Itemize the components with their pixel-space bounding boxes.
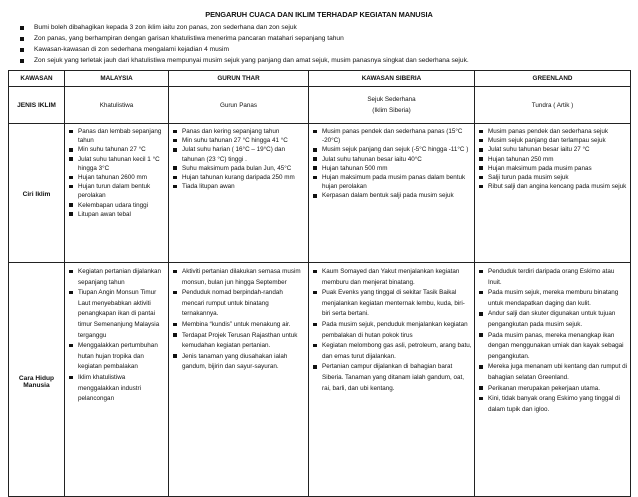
list-item: Kegiatan pertanian dijalankan sepanjang tahun	[67, 267, 166, 288]
table-row-cara-hidup	[9, 263, 631, 497]
ciri-malaysia-list	[67, 127, 166, 219]
ciri-siberia-list	[311, 127, 472, 201]
list-item: Salji turun pada musim sejuk	[477, 173, 628, 182]
list-item: Jenis tanaman yang diusahakan ialah gandum, bijirin dan sayur-sayuran.	[171, 352, 306, 373]
ciri-gurun-thar-list	[171, 127, 306, 191]
header-greenland: GREENLAND	[475, 71, 631, 87]
list-item: Hujan maksimum pada musim panas dalam bentuk hujan perolakan	[311, 173, 472, 191]
list-item: Terdapat Projek Terusan Rajasthan untuk kemudahan kegiatan pertanian.	[171, 331, 306, 352]
list-item: Puak Evenks yang tinggal di sekitar Tasik Baikal menjalankan kegiatan menternak lembu, kuda, biri-biri serta bertani.	[311, 288, 472, 320]
header-siberia: KAWASAN SIBERIA	[309, 71, 475, 87]
jenis-greenland: Tundra ( Artik )	[475, 87, 631, 124]
list-item: Panas dan lembab sepanjang tahun	[67, 127, 166, 145]
list-item: Kerpasan dalam bentuk salji pada musim sejuk	[311, 191, 472, 200]
intro-item: Kawasan-kawasan di zon sederhana mengalami kejadian 4 musim	[20, 44, 630, 55]
table-header-row	[9, 71, 631, 87]
ciri-gurun-thar	[169, 124, 309, 263]
list-item: Min suhu tahunan 27 °C	[67, 145, 166, 154]
list-item: Mereka juga menanam ubi kentang dan rumput di bahagian selatan Greenland.	[477, 362, 628, 383]
list-item: Litupan awan tebal	[67, 210, 166, 219]
list-item: Suhu maksimum pada bulan Jun, 45°C	[171, 164, 306, 173]
page-title: PENGARUH CUACA DAN IKLIM TERHADAP KEGIATAN MANUSIA	[205, 10, 433, 19]
list-item: Aktiviti pertanian dilakukan semasa musim monsun, bulan jun hingga September	[171, 267, 306, 288]
jenis-siberia	[309, 87, 475, 124]
cara-siberia-list	[311, 267, 472, 394]
list-item: Kegiatan melombong gas asli, petroleum, arang batu, dan emas turut dijalankan.	[311, 341, 472, 362]
list-item: Musim sejuk panjang dan sejuk (-5°C hingga -11°C )	[311, 145, 472, 154]
cara-malaysia-list	[67, 267, 166, 405]
intro-item: Bumi boleh dibahagikan kepada 3 zon iklim iaitu zon panas, zon sederhana dan zon sejuk	[20, 22, 630, 33]
cara-greenland	[475, 263, 631, 497]
cara-siberia	[309, 263, 475, 497]
list-item: Hujan tahunan 500 mm	[311, 164, 472, 173]
cara-malaysia	[65, 263, 169, 497]
list-item: Penduduk terdiri daripada orang Eskimo atau Inuit.	[477, 267, 628, 288]
jenis-gurun-thar: Gurun Panas	[169, 87, 309, 124]
list-item: Julat suhu tahunan besar iaitu 40°C	[311, 155, 472, 164]
jenis-malaysia: Khatulistiwa	[65, 87, 169, 124]
table-row-ciri-iklim	[9, 124, 631, 263]
table-row-jenis-iklim	[9, 87, 631, 124]
list-item: Kelembapan udara tinggi	[67, 201, 166, 210]
list-item: Penduduk nomad berpindah-randah mencari rumput untuk binatang ternakannya.	[171, 288, 306, 320]
intro-bullet-list	[8, 22, 630, 66]
header-gurun-thar: GURUN THAR	[169, 71, 309, 87]
list-item: Hujan maksimum pada musim panas	[477, 164, 628, 173]
list-item: Iklim khatulistiwa menggalakkan industri pelancongan	[67, 373, 166, 405]
list-item: Hujan tahunan kurang daripada 250 mm	[171, 173, 306, 182]
list-item: Pada musim sejuk, mereka memburu binatang untuk mendapatkan daging dan kulit.	[477, 288, 628, 309]
list-item: Tiada litupan awan	[171, 182, 306, 191]
intro-item: Zon sejuk yang terletak jauh dari khatulistiwa mempunyai musim sejuk yang panjang dan amat sejuk, musim panasnya singkat dan sederhana sejuk.	[20, 55, 630, 66]
list-item: Hujan tahunan 2600 mm	[67, 173, 166, 182]
list-item: Kini, tidak banyak orang Eskimo yang tinggal di dalam tupik dan igloo.	[477, 394, 628, 415]
intro-item: Zon panas, yang berhampiran dengan garisan khatulistiwa menerima pancaran matahari sepanjang tahun	[20, 33, 630, 44]
cara-gurun-thar-list	[171, 267, 306, 373]
list-item: Membina “kundis” untuk menakung air.	[171, 320, 306, 331]
jenis-siberia-line-1: Sejuk Sederhana	[367, 96, 416, 103]
ciri-greenland-list	[477, 127, 628, 191]
list-item: Pada musim panas, mereka menangkap ikan dengan menggunakan umiak dan kayak sebagai pengangkutan.	[477, 331, 628, 363]
ciri-greenland	[475, 124, 631, 263]
list-item: Musim panas pendek dan sederhana panas (15°C -20°C)	[311, 127, 472, 145]
list-item: Musim panas pendek dan sederhana sejuk	[477, 127, 628, 136]
list-item: Pada musim sejuk, penduduk menjalankan kegiatan pembalakan di hutan pokok tirus	[311, 320, 472, 341]
ciri-siberia	[309, 124, 475, 263]
cara-greenland-list	[477, 267, 628, 415]
jenis-siberia-line-2: (Iklim Siberia)	[372, 107, 411, 114]
list-item: Julat suhu harian ( 16°C – 19°C) dan tahunan (23 °C) tinggi .	[171, 145, 306, 163]
list-item: Panas dan kering sepanjang tahun	[171, 127, 306, 136]
list-item: Ribut salji dan angina kencang pada musim sejuk	[477, 182, 628, 191]
row-label-ciri-iklim: Ciri Iklim	[9, 124, 65, 263]
list-item: Julat suhu tahunan besar iaitu 27 °C	[477, 145, 628, 154]
header-kawasan: KAWASAN	[9, 71, 65, 87]
row-label-cara-hidup: Cara Hidup Manusia	[9, 263, 65, 497]
cara-gurun-thar	[169, 263, 309, 497]
header-malaysia: MALAYSIA	[65, 71, 169, 87]
list-item: Hujan turun dalam bentuk perolakan	[67, 182, 166, 200]
list-item: Andur salji dan skuter digunakan untuk tujuan pengangkutan pada musim sejuk.	[477, 309, 628, 330]
list-item: Perikanan merupakan pekerjaan utama.	[477, 384, 628, 395]
list-item: Julat suhu tahunan kecil 1 °C hingga 3°C	[67, 155, 166, 173]
list-item: Musim sejuk panjang dan terlampau sejuk	[477, 136, 628, 145]
list-item: Menggalakkan pertumbuhan hutan hujan tropika dan kegiatan pembalakan	[67, 341, 166, 373]
row-label-jenis-iklim: JENIS IKLIM	[9, 87, 65, 124]
ciri-malaysia	[65, 124, 169, 263]
list-item: Kaum Somayed dan Yakut menjalankan kegiatan memburu dan menjerat binatang.	[311, 267, 472, 288]
list-item: Pertanian campur dijalankan di bahagian barat Siberia. Tanaman yang ditanam ialah gandum, oat, rai, barli, dan ubi kentang.	[311, 362, 472, 394]
list-item: Tiupan Angin Monsun Timur Laut menyebabkan aktiviti penangkapan ikan di pantai timur Semenanjung Malaysia terganggu	[67, 288, 166, 341]
list-item: Min suhu tahunan 27 °C hingga 41 °C	[171, 136, 306, 145]
climate-table	[8, 70, 631, 497]
list-item: Hujan tahunan 250 mm	[477, 155, 628, 164]
